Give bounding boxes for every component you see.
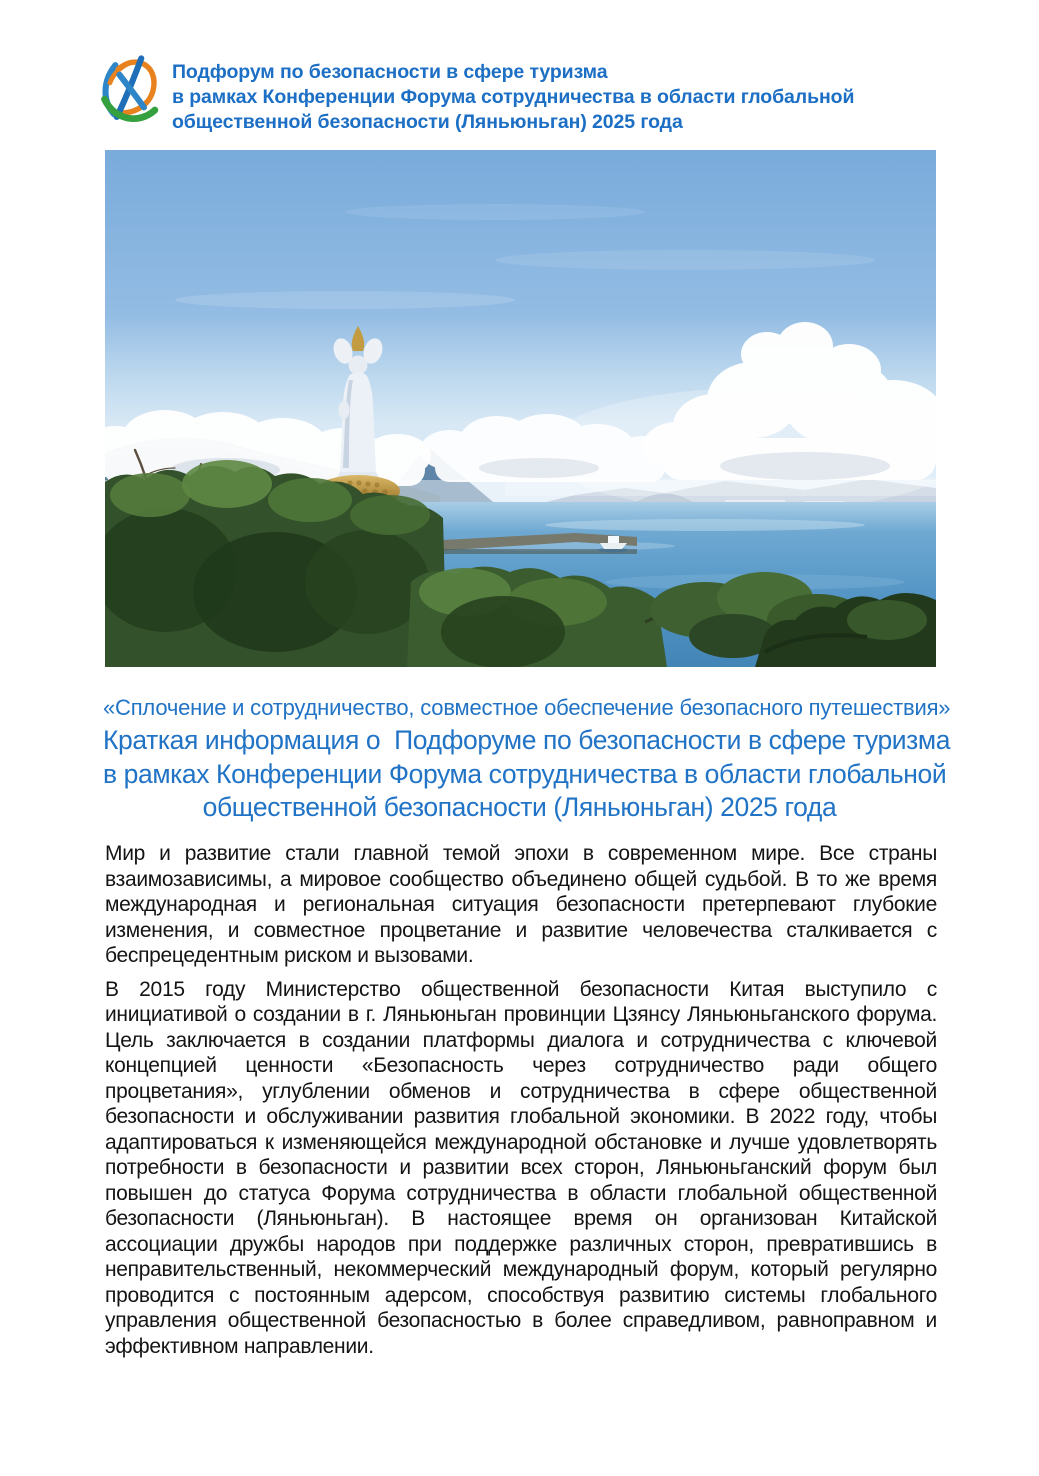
title-block	[103, 694, 951, 825]
document-title	[103, 724, 951, 825]
body-paragraph-1: Мир и развитие стали главной темой эпохи в современном мире. Все страны взаимозависимы, а мировое сообщество объединено общей судьбой. В то же время международная и региональная ситуация безопасности претерпевают глубокие изменения, и совместное процветание и развитие человечества сталкивается с беспрецедентным риском и вызовами.	[105, 842, 937, 967]
document-title-line-2: в рамках Конференции Форума сотрудничества в области глобальной	[103, 758, 947, 789]
header-title-line-3: общественной безопасности (Ляньюньган) 2025 года	[172, 111, 683, 133]
document-title-line-1: Краткая информация о Подфоруме по безопасности в сфере туризма	[103, 725, 951, 755]
header-title-line-1: Подфорум по безопасности в сфере туризма	[172, 61, 608, 83]
document-header	[95, 50, 854, 135]
photo-guanyin-statue-coast	[105, 150, 936, 667]
document-title-line-3: общественной безопасности (Ляньюньган) 2025 года	[202, 792, 837, 822]
header-title-line-2: в рамках Конференции Форума сотрудничества в области глобальной	[172, 86, 855, 108]
body-text	[105, 841, 937, 1367]
body-paragraph-2: В 2015 году Министерство общественной безопасности Китая выступило с инициативой о создании в г. Ляньюньган провинции Цзянсу Ляньюньганского форума. Цель заключается в создании платформы диалога и сотрудничества с ключевой концепцией ценности «Безопасность через сотрудничество ради общего процветания», углублении обменов и сотрудничества в сфере общественной безопасности и обслуживании развития глобальной экономики. В 2022 году, чтобы адаптироваться к изменяющейся международной обстановке и лучше удовлетворять потребности в безопасности и развитии всех сторон, Ляньюньганский форум был повышен до статуса Форума сотрудничества в области глобальной общественной безопасности (Ляньюньган). В настоящее время он организован Китайской ассоциации дружбы народов при поддержке различных сторон, превратившись в неправительственный, некоммерческий международный форум, который регулярно проводится с постоянным адерсом, способствуя развитию системы глобального управления общественной безопасностью в более справедливом, равноправном и эффективном направлении.	[105, 977, 937, 1358]
forum-globe-logo-icon	[95, 50, 163, 128]
document-motto: «Сплочение и сотрудничество, совместное обеспечение безопасного путешествия»	[103, 695, 951, 720]
